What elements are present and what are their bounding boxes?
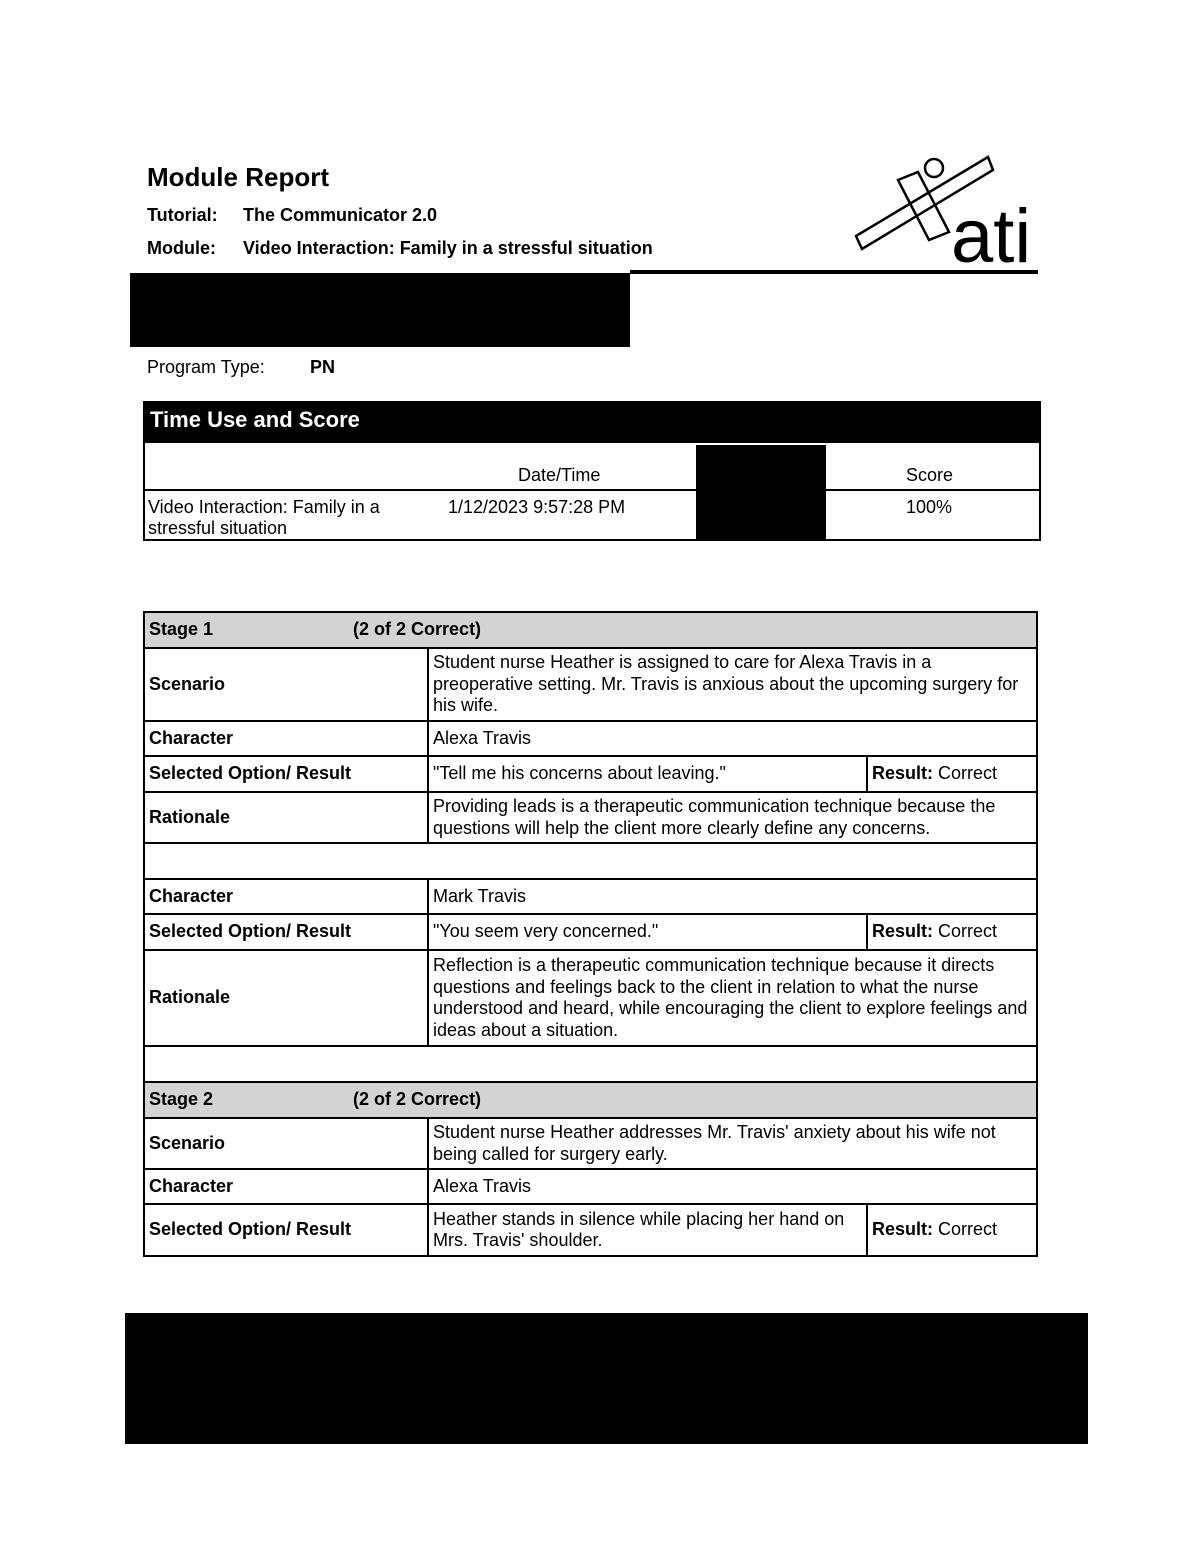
redacted-student-info: [130, 273, 630, 347]
rationale-text: Reflection is a therapeutic communication technique because it directs questions and feelings back to the client in relation to what the nurse understood and heard, while encouraging the client to explore feelings and ideas about a situation.: [428, 950, 1037, 1046]
header-divider: [630, 270, 1038, 274]
tutorial-value: The Communicator 2.0: [243, 205, 438, 225]
scenario-row: [144, 648, 1037, 721]
module-row: [147, 238, 653, 259]
spacer-row: [144, 843, 1037, 879]
selected-option-text: "Tell me his concerns about leaving.": [428, 756, 867, 792]
selected-option-label: Selected Option/ Result: [144, 914, 428, 950]
program-type-label: Program Type:: [147, 357, 265, 377]
stage-header-row: [144, 1082, 1037, 1118]
stage-details-table: [143, 611, 1038, 1257]
tutorial-label: Tutorial:: [147, 205, 218, 225]
scenario-row: [144, 1118, 1037, 1169]
score-column-header: Score: [906, 465, 954, 485]
character-label: Character: [144, 879, 428, 914]
result-label: Result:: [872, 921, 934, 942]
stage-header-cell: [144, 1082, 1037, 1118]
result-value: Correct: [938, 921, 998, 942]
stage-label: Stage 1: [149, 619, 214, 640]
character-row: [144, 879, 1037, 914]
logo-text: ati: [951, 194, 1032, 270]
character-value: Alexa Travis: [428, 721, 1037, 756]
tutorial-row: [147, 205, 437, 226]
character-value: Alexa Travis: [428, 1169, 1037, 1204]
result-label: Result:: [872, 1219, 934, 1240]
scenario-label: Scenario: [144, 1118, 428, 1169]
selected-option-label: Selected Option/ Result: [144, 756, 428, 792]
selected-option-row: [144, 756, 1037, 792]
result-label: Result:: [872, 763, 934, 784]
program-type-value: PN: [310, 357, 336, 377]
selected-option-label: Selected Option/ Result: [144, 1204, 428, 1256]
result-cell: [867, 1204, 1037, 1256]
program-type-row: [147, 357, 335, 378]
selected-option-text: Heather stands in silence while placing her hand on Mrs. Travis' shoulder.: [428, 1204, 867, 1256]
time-use-heading: Time Use and Score: [145, 403, 1039, 443]
result-cell: [867, 914, 1037, 950]
rationale-text: Providing leads is a therapeutic communication technique because the questions will help the client more clearly define any concerns.: [428, 792, 1037, 843]
selected-option-row: [144, 914, 1037, 950]
result-value: Correct: [938, 763, 998, 784]
page-title: Module Report: [147, 162, 329, 192]
character-label: Character: [144, 1169, 428, 1204]
score-table-divider: [145, 489, 1039, 491]
character-row: [144, 721, 1037, 756]
character-label: Character: [144, 721, 428, 756]
stage-correct-count: (2 of 2 Correct): [353, 1089, 482, 1110]
scenario-label: Scenario: [144, 648, 428, 721]
datetime-column-header: Date/Time: [518, 465, 601, 485]
rationale-label: Rationale: [144, 950, 428, 1046]
stage-label: Stage 2: [149, 1089, 214, 1110]
time-use-score-table: [143, 401, 1041, 541]
redacted-column: [696, 445, 826, 539]
scenario-text: Student nurse Heather addresses Mr. Travis' anxiety about his wife not being called for surgery early.: [428, 1118, 1037, 1169]
activity-datetime: 1/12/2023 9:57:28 PM: [448, 497, 626, 517]
activity-name: Video Interaction: Family in a stressful situation: [148, 497, 380, 538]
stage-header-row: [144, 612, 1037, 648]
rationale-row: [144, 792, 1037, 843]
scenario-text: Student nurse Heather is assigned to care for Alexa Travis in a preoperative setting. Mr. Travis is anxious about the upcoming surgery for his wife.: [428, 648, 1037, 721]
ati-logo: [850, 150, 1045, 270]
rationale-row: [144, 950, 1037, 1046]
selected-option-text: "You seem very concerned.": [428, 914, 867, 950]
redacted-footer: [125, 1313, 1088, 1444]
result-cell: [867, 756, 1037, 792]
activity-score: 100%: [906, 497, 953, 517]
character-row: [144, 1169, 1037, 1204]
stage-correct-count: (2 of 2 Correct): [353, 619, 482, 640]
selected-option-row: [144, 1204, 1037, 1256]
rationale-label: Rationale: [144, 792, 428, 843]
module-value: Video Interaction: Family in a stressful situation: [243, 238, 653, 258]
result-value: Correct: [938, 1219, 998, 1240]
stage-header-cell: [144, 612, 1037, 648]
character-value: Mark Travis: [428, 879, 1037, 914]
spacer-row: [144, 1046, 1037, 1082]
module-label: Module:: [147, 238, 216, 258]
